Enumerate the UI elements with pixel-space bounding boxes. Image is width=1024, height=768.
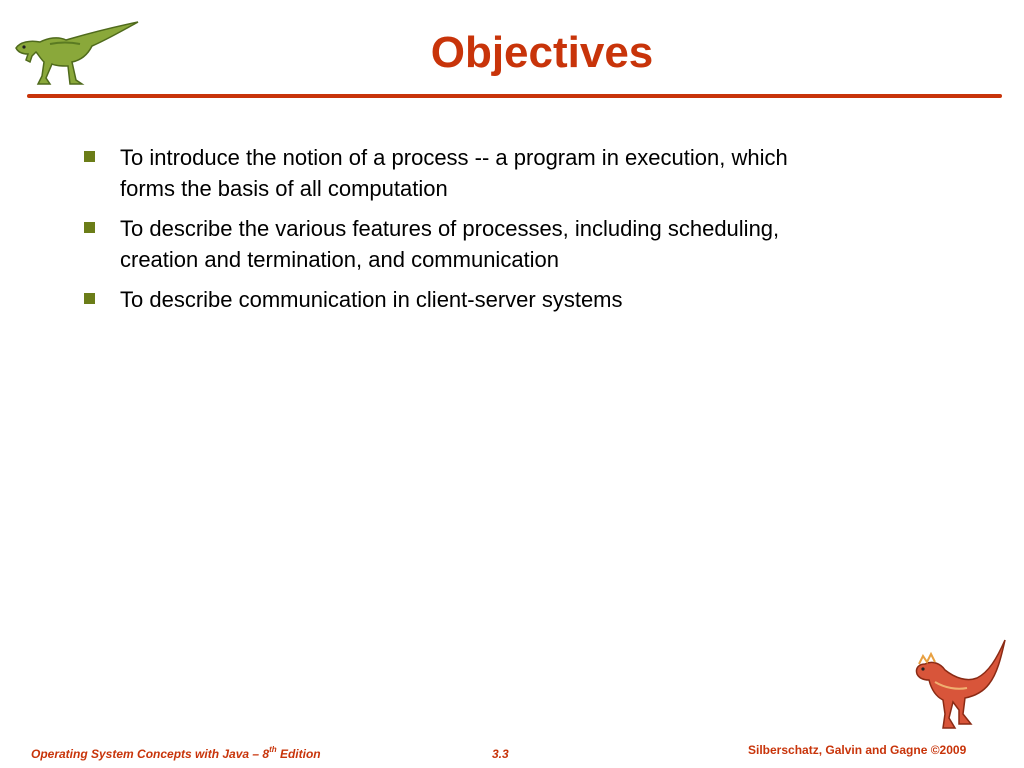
list-item xyxy=(82,284,802,315)
square-bullet-icon xyxy=(84,222,95,233)
footer-book-title-main: Operating System Concepts with Java – 8 xyxy=(31,747,270,761)
list-item xyxy=(82,142,802,204)
objectives-list xyxy=(82,142,802,324)
bullet-text: To describe the various features of processes, including scheduling, creation and termination, and communication xyxy=(120,216,780,272)
square-bullet-icon xyxy=(84,151,95,162)
footer-book-title-sup: th xyxy=(269,745,277,754)
square-bullet-icon xyxy=(84,293,95,304)
red-dinosaur-icon xyxy=(905,638,1009,743)
slide-title: Objectives xyxy=(430,28,654,77)
bullet-text: To describe communication in client-server systems xyxy=(120,287,623,312)
footer-book-title xyxy=(31,747,321,761)
footer-copyright: Silberschatz, Galvin and Gagne ©2009 xyxy=(748,743,967,757)
page-number: 3.3 xyxy=(492,747,509,761)
footer-book-title-tail: Edition xyxy=(276,747,321,761)
list-item xyxy=(82,213,802,275)
title-divider xyxy=(27,94,1002,98)
bullet-text: To introduce the notion of a process -- a program in execution, which forms the basis of all computation xyxy=(120,145,788,201)
